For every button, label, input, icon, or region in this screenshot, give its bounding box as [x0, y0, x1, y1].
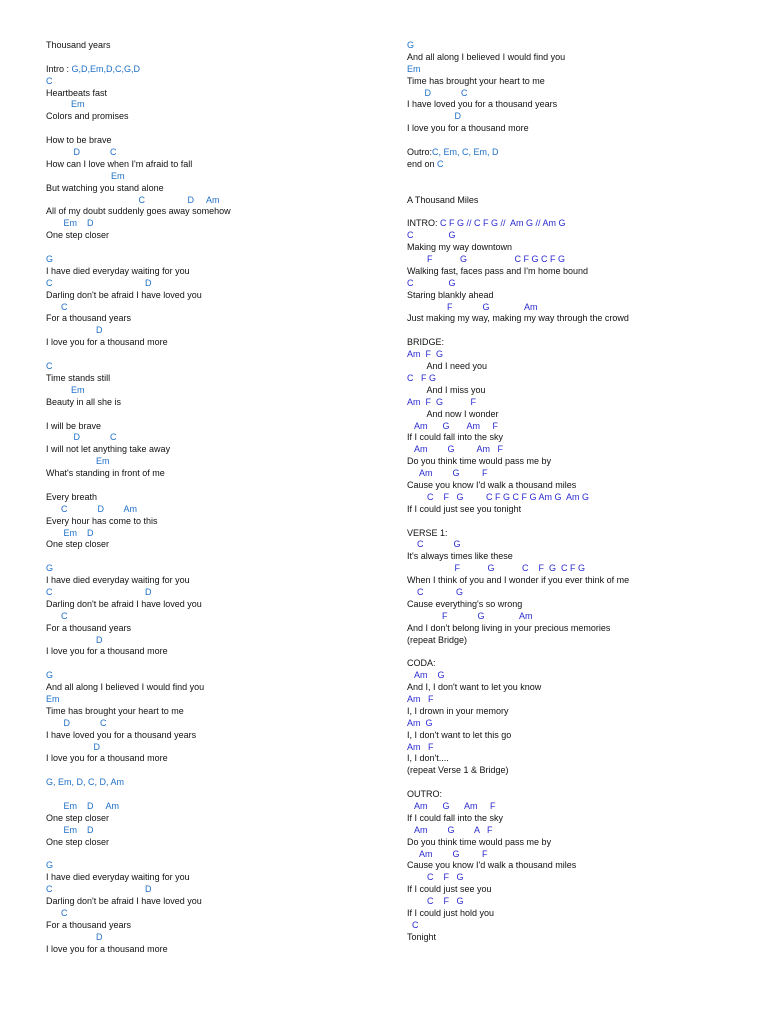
chord-line — [46, 860, 386, 872]
chord-line — [407, 801, 747, 813]
chord-line: Am G — [407, 670, 445, 681]
chord-line: C D Am — [46, 503, 138, 514]
lyric-line: And all along I believed I would find you — [407, 51, 566, 62]
chord-line — [407, 872, 747, 884]
chord-line — [46, 456, 386, 468]
chord-line — [46, 777, 386, 789]
song-title — [46, 40, 386, 52]
lyric-line — [46, 135, 386, 147]
chord-line: C — [46, 908, 68, 919]
chord-line — [46, 718, 386, 730]
lyric-line: Do you think time would pass me by — [407, 456, 552, 467]
blank-line — [46, 123, 386, 135]
lyric-line: How can I love when I'm afraid to fall — [46, 158, 193, 169]
chord-line — [46, 325, 386, 337]
blank-line — [46, 849, 386, 861]
chord-line: C — [46, 610, 68, 621]
chord-line — [46, 884, 386, 896]
lyric-line: If I could just see you tonight — [407, 503, 522, 514]
lyric-line: Cause everything's so wrong — [407, 598, 523, 609]
blank-line — [46, 349, 386, 361]
chord-line: Em — [46, 456, 110, 467]
chord-line — [407, 587, 747, 599]
lyric-line — [46, 373, 386, 385]
inline-chords: C — [437, 158, 444, 169]
chord-line: D C — [407, 87, 468, 98]
chord-line: G — [46, 254, 54, 265]
chord-line — [407, 302, 747, 314]
chord-line: D — [46, 741, 101, 752]
chord-line: D — [46, 931, 103, 942]
chord-line — [46, 195, 386, 207]
lyric-line: Heartbeats fast — [46, 87, 108, 98]
chord-line: Em — [46, 99, 85, 110]
lyric-line — [407, 706, 747, 718]
lyric-line — [46, 944, 386, 956]
lyric-line — [407, 908, 747, 920]
lyric-line — [46, 397, 386, 409]
chord-line: C G — [407, 230, 456, 241]
lyric-line — [407, 76, 747, 88]
chord-line: Em — [46, 170, 125, 181]
lyric-line — [407, 575, 747, 587]
lyric-line — [407, 409, 747, 421]
chord-line — [46, 932, 386, 944]
lyric-line: I, I don't want to let this go — [407, 729, 512, 740]
lyric-line — [407, 860, 747, 872]
lyric-line: I love you for a thousand more — [407, 123, 529, 134]
chord-line — [407, 718, 747, 730]
lyric-line — [407, 635, 747, 647]
lyric-line — [46, 183, 386, 195]
chord-line — [407, 563, 747, 575]
lyric-line: If I could just hold you — [407, 908, 495, 919]
chord-line — [407, 539, 747, 551]
chord-line: C D — [46, 586, 152, 597]
lyric-line — [407, 99, 747, 111]
lyric-line — [46, 64, 386, 76]
blank-line — [46, 658, 386, 670]
chord-line — [46, 171, 386, 183]
lyric-line — [46, 599, 386, 611]
chord-line — [407, 111, 747, 123]
lyric-line — [46, 421, 386, 433]
song-title: Thousand years — [46, 40, 111, 50]
lyric-line: I love you for a thousand more — [46, 337, 168, 348]
lyric-line: Darling don't be afraid I have loved you — [46, 896, 202, 907]
lyric-line — [407, 290, 747, 302]
lyric-line — [46, 872, 386, 884]
chord-line — [407, 492, 747, 504]
lyric-line: If I could just see you — [407, 884, 492, 895]
lyric-line: Outro: — [407, 147, 433, 158]
lyric-line: VERSE 1: — [407, 527, 448, 538]
chord-line — [46, 635, 386, 647]
blank-line — [46, 52, 386, 64]
chord-line: G — [46, 563, 54, 574]
lyric-line — [46, 159, 386, 171]
chord-line — [46, 432, 386, 444]
chord-line — [46, 99, 386, 111]
lyric-line — [407, 313, 747, 325]
lyric-line: CODA: — [407, 658, 436, 669]
chord-line — [407, 920, 747, 932]
lyric-line: Making my way downtown — [407, 242, 513, 253]
chord-line: C G — [407, 586, 464, 597]
chord-line: D — [46, 325, 103, 336]
lyric-line: And now I wonder — [407, 408, 499, 419]
lyric-line — [46, 706, 386, 718]
lyric-line — [46, 444, 386, 456]
chord-line: Em D — [46, 527, 94, 538]
lyric-line — [407, 932, 747, 944]
lyric-line — [46, 646, 386, 658]
blank-line — [46, 480, 386, 492]
lyric-line: One step closer — [46, 539, 110, 550]
chord-line — [407, 849, 747, 861]
blank-line — [46, 765, 386, 777]
chord-line — [46, 528, 386, 540]
lyric-line: INTRO: — [407, 218, 440, 229]
chord-line — [46, 302, 386, 314]
chord-line: Am G F — [407, 848, 488, 859]
chord-line — [46, 742, 386, 754]
chord-line: G, Em, D, C, D, Am — [46, 777, 125, 788]
lyric-line: Every breath — [46, 491, 98, 502]
lyric-line — [407, 266, 747, 278]
chord-line: C — [46, 75, 53, 86]
lyric-line: Staring blankly ahead — [407, 289, 494, 300]
lyric-line: When I think of you and I wonder if you ever think of me — [407, 575, 630, 586]
lyric-line — [407, 456, 747, 468]
blank-line — [407, 135, 747, 147]
chord-line: Am G Am F — [407, 801, 496, 811]
lyric-line — [407, 123, 747, 135]
chord-line — [46, 670, 386, 682]
lyric-line: Every hour has come to this — [46, 515, 158, 526]
lyric-line — [46, 468, 386, 480]
lyric-line — [46, 682, 386, 694]
chord-line — [407, 397, 747, 409]
lyric-line — [407, 658, 747, 670]
lyric-line: Darling don't be afraid I have loved you — [46, 598, 202, 609]
chord-line: Am G Am F — [407, 420, 499, 431]
lyric-line: And I miss you — [407, 384, 486, 395]
lyric-line: I, I don't.... — [407, 753, 449, 764]
lyric-line — [407, 551, 747, 563]
chord-line — [407, 611, 747, 623]
chord-line — [46, 587, 386, 599]
lyric-line — [407, 218, 747, 230]
blank-line — [46, 789, 386, 801]
lyric-line — [407, 765, 747, 777]
lyric-line: If I could fall into the sky — [407, 432, 504, 443]
chord-line: C D — [46, 884, 152, 895]
lyric-line: I will be brave — [46, 420, 102, 431]
chord-line: C G — [407, 277, 456, 288]
lyric-line: I have died everyday waiting for you — [46, 265, 190, 276]
lyric-line — [407, 337, 747, 349]
lyric-line: I have died everyday waiting for you — [46, 575, 190, 586]
lyric-line: (repeat Verse 1 & Bridge) — [407, 765, 509, 776]
chord-line: Em D — [46, 824, 94, 835]
lyric-line — [407, 682, 747, 694]
lyric-line: But watching you stand alone — [46, 182, 164, 193]
chord-line: Am F — [407, 693, 434, 704]
lyric-line: I, I drown in your memory — [407, 705, 509, 716]
lyric-line — [46, 920, 386, 932]
chord-line: F G C F G C F G — [407, 254, 566, 265]
chord-line — [46, 825, 386, 837]
chord-line — [407, 64, 747, 76]
chord-line — [46, 254, 386, 266]
chord-line: G — [46, 670, 54, 681]
lyric-line — [46, 730, 386, 742]
chord-line: Em — [46, 384, 85, 395]
lyric-line — [407, 528, 747, 540]
lyric-line — [407, 753, 747, 765]
lyric-line: BRIDGE: — [407, 337, 445, 348]
lyric-line — [407, 147, 747, 159]
chord-line — [407, 444, 747, 456]
lyric-line: And I, I don't want to let you know — [407, 682, 542, 693]
lyric-line — [407, 730, 747, 742]
chord-line — [407, 670, 747, 682]
chord-line: Am G F — [407, 468, 488, 479]
lyric-line — [46, 266, 386, 278]
left-column-thousand-years — [46, 40, 386, 956]
lyric-line: Time has brought your heart to me — [407, 75, 545, 86]
chord-line: F G Am — [407, 610, 533, 621]
chord-line: Am G — [407, 717, 433, 728]
lyric-line: One step closer — [46, 836, 110, 847]
chord-line — [407, 694, 747, 706]
chord-line: Am G Am F — [407, 444, 504, 455]
chord-line: C G — [407, 539, 461, 550]
chord-line: C F G — [407, 372, 436, 383]
song-title — [407, 195, 747, 207]
lyric-line: For a thousand years — [46, 313, 132, 324]
lyric-line — [46, 492, 386, 504]
chord-line — [407, 40, 747, 52]
chord-line: Am G A F — [407, 824, 493, 835]
lyric-line: end on — [407, 158, 438, 169]
lyric-line: Tonight — [407, 931, 437, 942]
lyric-line — [46, 111, 386, 123]
chord-line — [46, 385, 386, 397]
lyric-line: I have died everyday waiting for you — [46, 872, 190, 883]
lyric-line — [407, 361, 747, 373]
lyric-line: Darling don't be afraid I have loved you — [46, 289, 202, 300]
chord-line — [46, 908, 386, 920]
lyric-line: For a thousand years — [46, 622, 132, 633]
lyric-line: Beauty in all she is — [46, 396, 122, 407]
lyric-line: Walking fast, faces pass and I'm home bound — [407, 265, 588, 276]
chord-line — [46, 504, 386, 516]
blank-line — [407, 171, 747, 183]
lyric-line — [407, 385, 747, 397]
chord-line: C D — [46, 277, 152, 288]
chord-line: Am F G F — [407, 396, 477, 407]
chord-line — [407, 421, 747, 433]
chord-line — [46, 147, 386, 159]
lyric-line — [46, 206, 386, 218]
lyric-line: Cause you know I'd walk a thousand miles — [407, 479, 577, 490]
chord-line: C F G C F G C F G Am G Am G — [407, 491, 590, 502]
chord-line: C — [407, 919, 419, 930]
blank-line — [407, 206, 747, 218]
lyric-line — [46, 813, 386, 825]
blank-line — [46, 551, 386, 563]
lyric-line — [407, 623, 747, 635]
lyric-line: It's always times like these — [407, 551, 513, 562]
chord-line: C — [46, 301, 68, 312]
lyric-line: Colors and promises — [46, 111, 129, 122]
lyric-line: Just making my way, making my way through the crowd — [407, 313, 629, 324]
chord-line: C F G — [407, 896, 464, 907]
lyric-line: One step closer — [46, 812, 110, 823]
chord-line: F G C F G C F G — [407, 563, 586, 574]
blank-line — [46, 409, 386, 421]
lyric-line — [46, 623, 386, 635]
lyric-line — [407, 789, 747, 801]
chord-line: C F G — [407, 872, 464, 883]
chord-line — [407, 373, 747, 385]
lyric-line: (repeat Bridge) — [407, 634, 468, 645]
lyric-line: I have loved you for a thousand years — [46, 729, 197, 740]
lyric-line: I will not let anything take away — [46, 444, 171, 455]
lyric-line — [46, 290, 386, 302]
chord-line: Am F — [407, 741, 434, 752]
lyric-line — [46, 337, 386, 349]
chord-line: C D Am — [46, 194, 220, 205]
chord-line — [46, 694, 386, 706]
chord-line — [46, 76, 386, 88]
chord-line — [407, 230, 747, 242]
lyric-line: And I need you — [407, 361, 488, 372]
chord-line — [407, 825, 747, 837]
blank-line — [46, 242, 386, 254]
lyric-line: I love you for a thousand more — [46, 943, 168, 954]
lyric-line — [46, 753, 386, 765]
blank-line — [407, 777, 747, 789]
chord-line — [407, 742, 747, 754]
lyric-line — [407, 599, 747, 611]
lyric-line: I love you for a thousand more — [46, 646, 168, 657]
lyric-line — [46, 539, 386, 551]
lyric-line: I love you for a thousand more — [46, 753, 168, 764]
chord-line: Em D — [46, 218, 94, 229]
inline-chords: C, Em, C, Em, D — [432, 147, 499, 158]
chord-line: F G Am — [407, 301, 538, 312]
lyric-line: One step closer — [46, 230, 110, 241]
lyric-line — [46, 896, 386, 908]
lyric-line: All of my doubt suddenly goes away somehow — [46, 206, 231, 217]
chord-line — [46, 218, 386, 230]
lyric-line — [46, 575, 386, 587]
chord-line — [407, 88, 747, 100]
lyric-line: How to be brave — [46, 135, 112, 146]
lyric-line: Intro : — [46, 63, 72, 74]
chord-line — [46, 278, 386, 290]
inline-chords: C F G // C F G // Am G // Am G — [440, 218, 566, 229]
lyric-line: Do you think time would pass me by — [407, 836, 552, 847]
lyric-line — [407, 837, 747, 849]
chord-line — [46, 563, 386, 575]
lyric-line — [407, 504, 747, 516]
lyric-line — [407, 159, 747, 171]
lyric-line: What's standing in front of me — [46, 468, 165, 479]
lyric-line — [407, 813, 747, 825]
lyric-line: If I could fall into the sky — [407, 812, 504, 823]
lyric-line — [407, 52, 747, 64]
lyric-line — [46, 230, 386, 242]
lyric-line — [407, 432, 747, 444]
right-column-thousand-miles — [407, 40, 747, 944]
lyric-line: Time stands still — [46, 372, 111, 383]
song-title: A Thousand Miles — [407, 194, 479, 205]
chord-line — [407, 468, 747, 480]
chord-line: D C — [46, 147, 117, 158]
chord-line — [46, 611, 386, 623]
blank-line — [407, 183, 747, 195]
chord-line: Em — [407, 63, 421, 74]
lyric-line — [407, 242, 747, 254]
lyric-line — [46, 313, 386, 325]
chord-line: D C — [46, 717, 107, 728]
chord-line: D — [46, 634, 103, 645]
lyric-line — [407, 480, 747, 492]
lyric-line — [46, 88, 386, 100]
chord-line — [46, 801, 386, 813]
chord-line: Em D Am — [46, 801, 120, 811]
chord-line: D — [407, 111, 462, 122]
chord-line: Em — [46, 693, 60, 704]
chord-line — [407, 349, 747, 361]
lyric-line: Time has brought your heart to me — [46, 705, 184, 716]
chord-line — [407, 278, 747, 290]
blank-line — [407, 325, 747, 337]
blank-line — [407, 646, 747, 658]
blank-line — [407, 516, 747, 528]
lyric-line — [46, 837, 386, 849]
lyric-line: Cause you know I'd walk a thousand miles — [407, 860, 577, 871]
lyric-line: And I don't belong living in your precious memories — [407, 622, 611, 633]
chord-line: G — [407, 40, 415, 50]
inline-chords: G,D,Em,D,C,G,D — [71, 63, 141, 74]
chord-line: D C — [46, 432, 117, 443]
lyric-line: OUTRO: — [407, 789, 442, 800]
chord-line: C — [46, 361, 53, 372]
chord-line: Am F G — [407, 349, 443, 360]
chord-line — [407, 254, 747, 266]
lyric-line: For a thousand years — [46, 919, 132, 930]
chord-line — [46, 361, 386, 373]
lyric-line: And all along I believed I would find you — [46, 682, 205, 693]
chord-line: G — [46, 860, 54, 871]
lyric-line — [46, 516, 386, 528]
lyric-line — [407, 884, 747, 896]
lyric-line: I have loved you for a thousand years — [407, 99, 558, 110]
chord-line — [407, 896, 747, 908]
